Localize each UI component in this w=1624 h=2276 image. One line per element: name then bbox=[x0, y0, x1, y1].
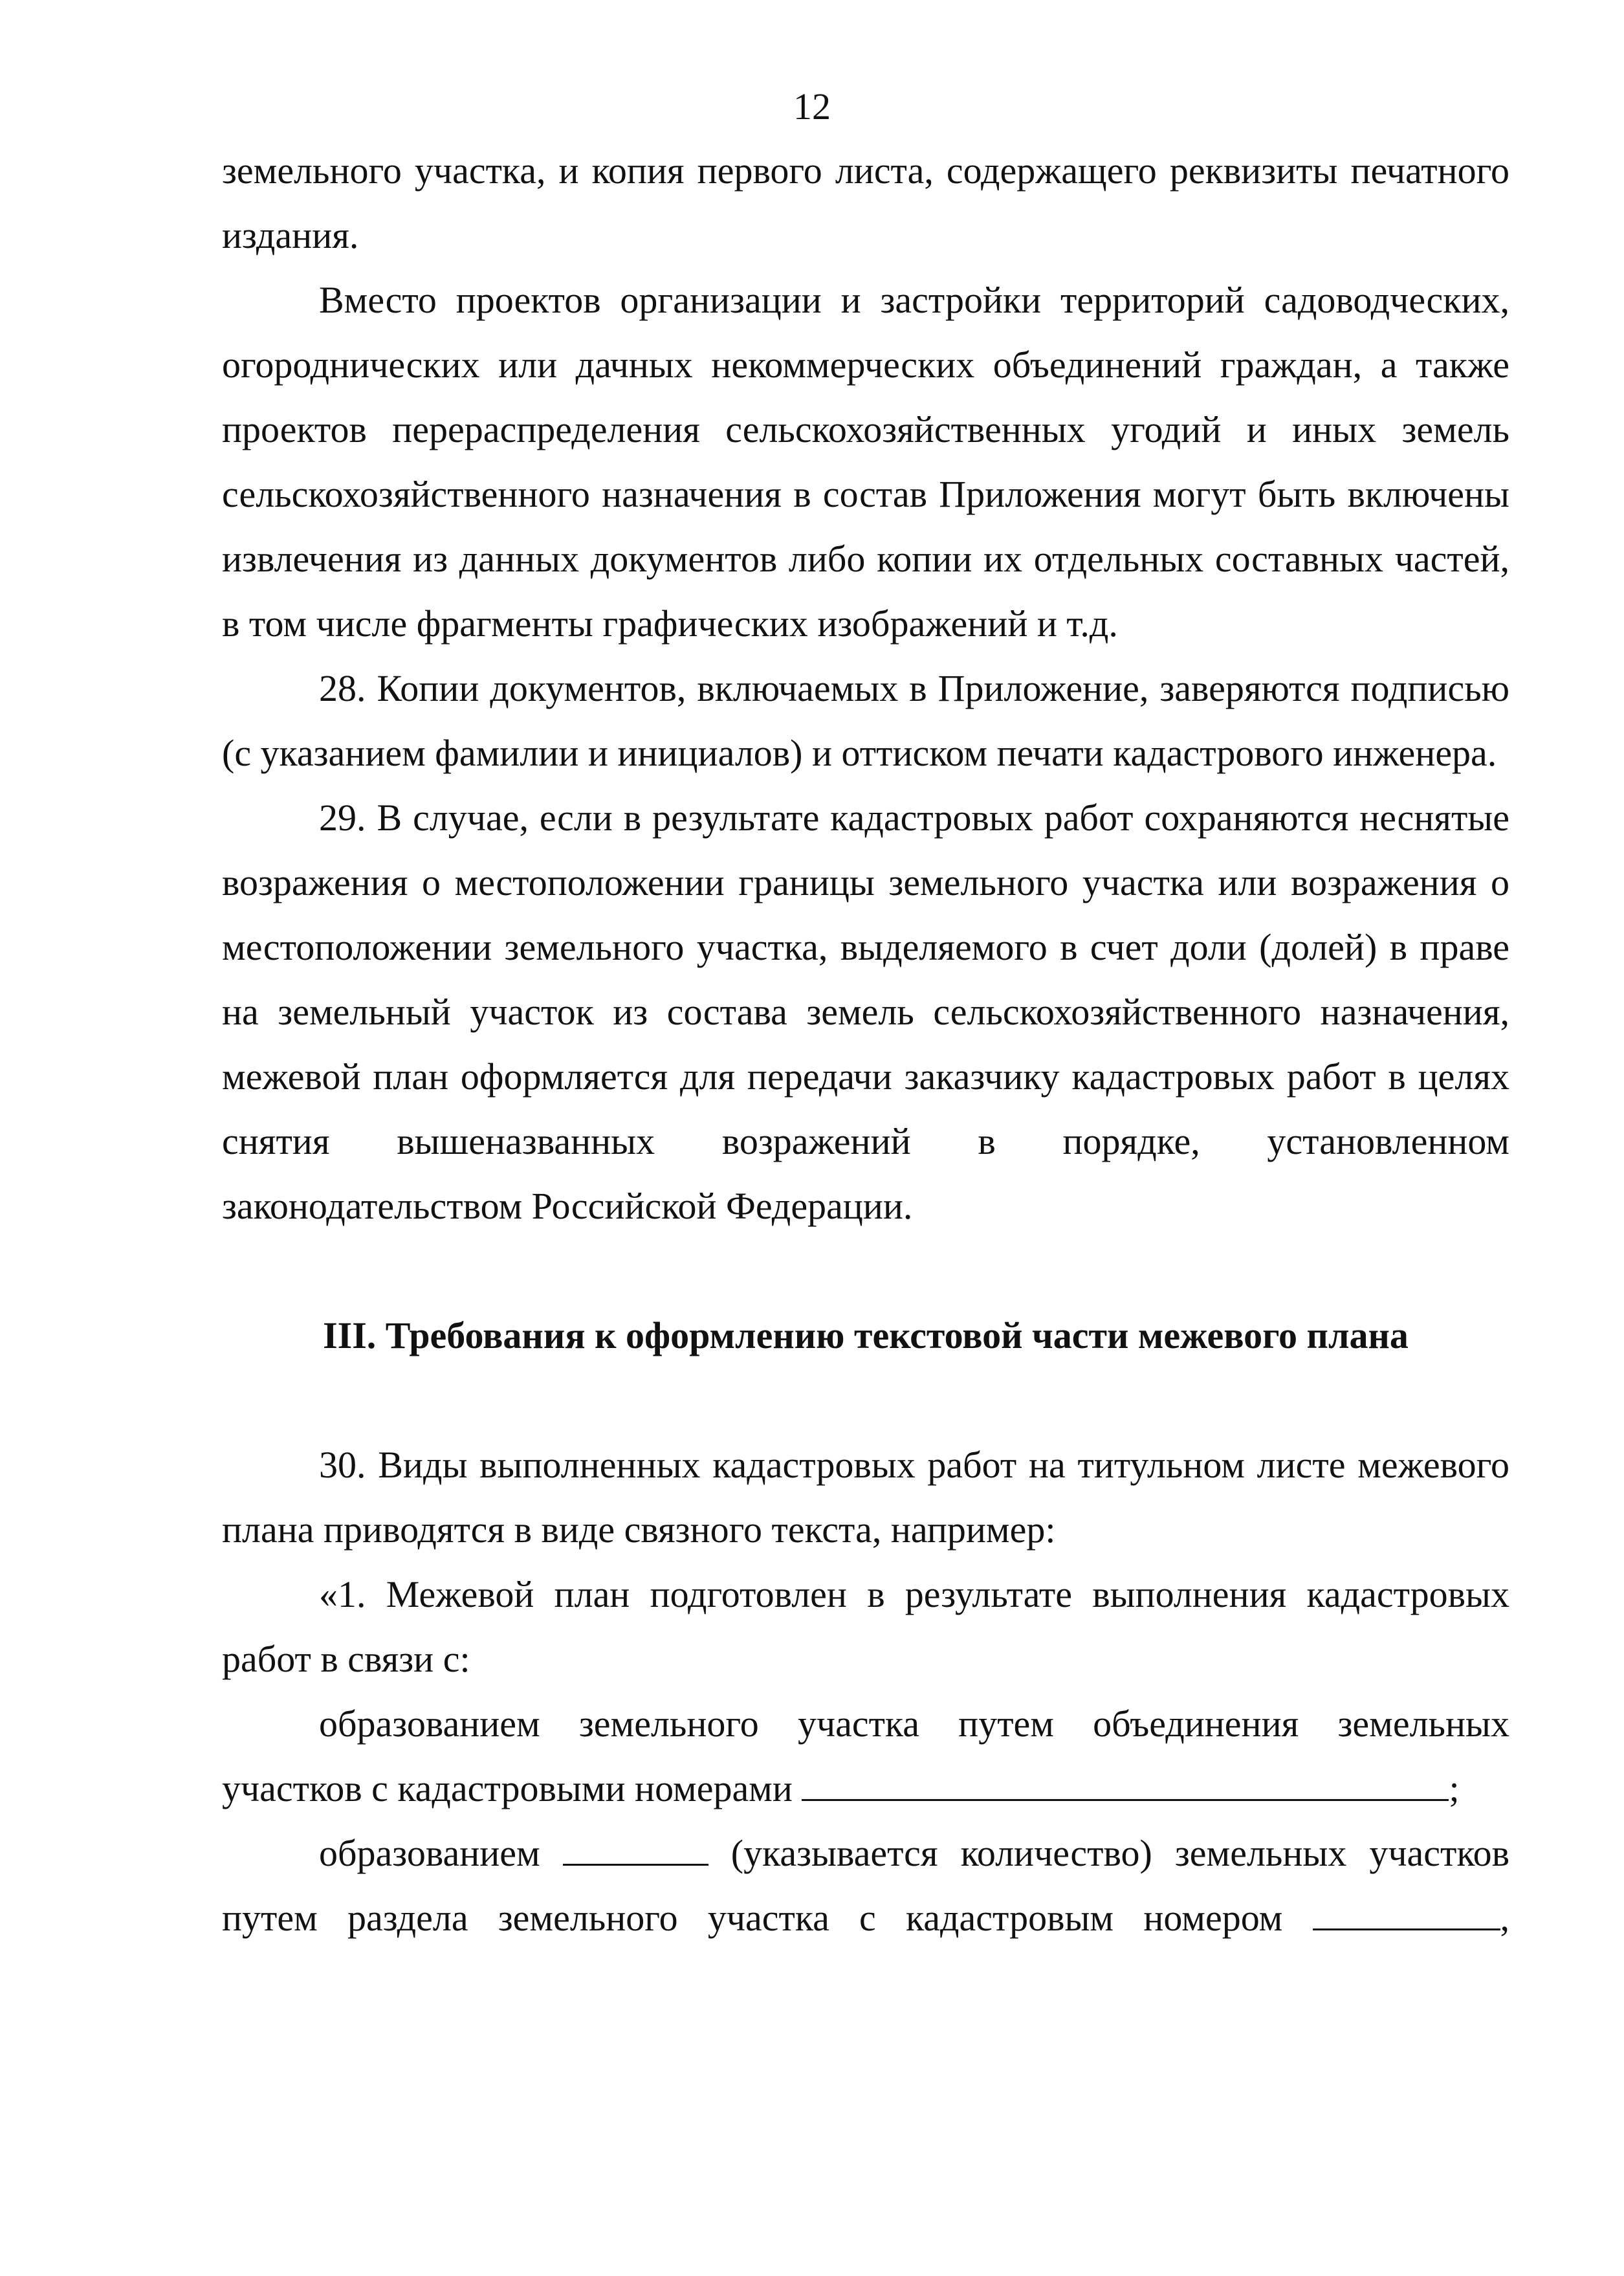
fill-in-blank-quantity bbox=[563, 1826, 708, 1866]
paragraph-split-plot bbox=[222, 1821, 1509, 1950]
fill-in-blank-cadastral-number bbox=[1313, 1891, 1500, 1930]
page-number: 12 bbox=[793, 85, 831, 127]
merge-plots-end: ; bbox=[1449, 1767, 1460, 1809]
paragraph-merge-plots bbox=[222, 1692, 1509, 1821]
paragraph-29: 29. В случае, если в результате кадастровых работ сохраняются неснятые возражения о местоположении границы земельного участка или возражения о местоположении земельного участка, выделяемого в счет доли (долей) в праве на земельный участок из состава земель сельскохозяйственного назначения, межевой план оформляется для передачи заказчику кадастровых работ в целях снятия вышеназванных возражений в порядке, установленном законодательством Российской Федерации. bbox=[222, 797, 1509, 1227]
paragraph-28: 28. Копии документов, включаемых в Приложение, заверяются подписью (с указанием фамилии и инициалов) и оттиском печати кадастрового инженера. bbox=[222, 667, 1509, 774]
section-heading-iii: III. Требования к оформлению текстовой части межевого плана bbox=[323, 1314, 1409, 1356]
split-plot-text-b: (указывается количество) земельных участков путем раздела земельного участка с кадастровым номером bbox=[222, 1832, 1510, 1939]
paragraph-30: 30. Виды выполненных кадастровых работ на титульном листе межевого плана приводятся в виде связного текста, например: bbox=[222, 1444, 1509, 1551]
paragraph-quote-1: «1. Межевой план подготовлен в результате выполнения кадастровых работ в связи с: bbox=[222, 1573, 1509, 1680]
paragraph-continuation: земельного участка, и копия первого листа, содержащего реквизиты печатного издания. bbox=[222, 149, 1509, 256]
split-plot-text-a: образованием bbox=[319, 1832, 540, 1874]
fill-in-blank-cadastral-numbers bbox=[802, 1762, 1449, 1801]
document-body bbox=[222, 138, 1509, 1950]
split-plot-end: , bbox=[1500, 1897, 1509, 1939]
merge-plots-text: образованием земельного участка путем объединения земельных участков с кадастровыми номерами bbox=[222, 1703, 1509, 1809]
paragraph-instead-of-projects: Вместо проектов организации и застройки территорий садоводческих, огороднических или дачных некоммерческих объединений граждан, а также проектов перераспределения сельскохозяйственных угодий и иных земель сельскохозяйственного назначения в состав Приложения могут быть включены извлечения из данных документов либо копии их отдельных составных частей, в том числе фрагменты графических изображений и т.д. bbox=[222, 279, 1509, 645]
